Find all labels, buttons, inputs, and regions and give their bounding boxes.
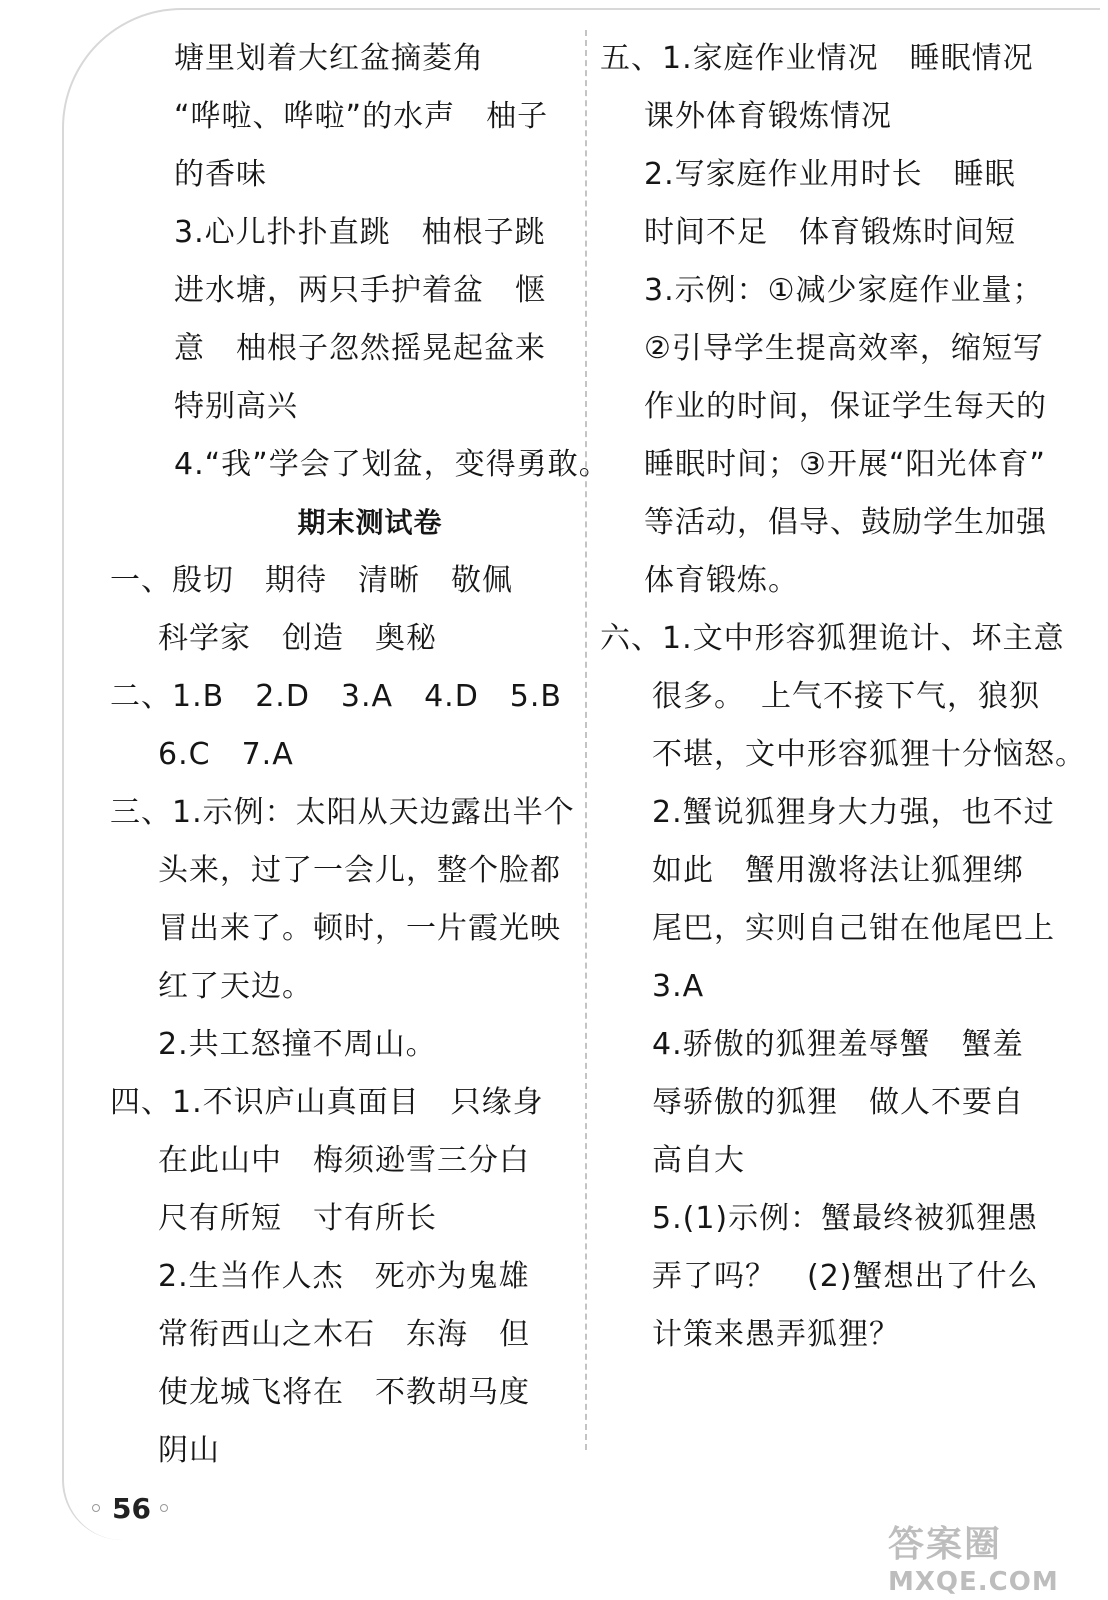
answer-line: 科学家 创造 奥秘: [158, 621, 437, 656]
answer-line: 2.共工怒撞不周山。: [158, 1027, 437, 1062]
answer-line: 时间不足 体育锻炼时间短: [644, 215, 1016, 250]
answer-line: 2.生当作人杰 死亦为鬼雄: [158, 1259, 530, 1294]
answer-line: 头来，过了一会儿，整个脸都: [158, 853, 561, 888]
answer-line: 计策来愚弄狐狸？: [652, 1317, 900, 1352]
decor-dot: [92, 1504, 100, 1512]
answer-line: ②引导学生提高效率，缩短写: [644, 331, 1044, 366]
left-column: [110, 30, 610, 1480]
answer-line: 红了天边。: [158, 969, 313, 1004]
answer-line: 二、1.B 2.D 3.A 4.D 5.B: [110, 679, 563, 714]
answer-line: 体育锻炼。: [644, 563, 799, 598]
answer-line: 尺有所短 寸有所长: [158, 1201, 437, 1236]
answer-line: 如此 蟹用激将法让狐狸绑: [652, 853, 1024, 888]
answer-line: 作业的时间，保证学生每天的: [644, 389, 1047, 424]
answer-line: 不堪，文中形容狐狸十分恼怒。: [652, 737, 1086, 772]
answer-line: 使龙城飞将在 不教胡马度: [158, 1375, 530, 1410]
answer-line: 三、1.示例：太阳从天边露出半个: [110, 795, 575, 830]
answer-line: 课外体育锻炼情况: [644, 99, 892, 134]
answer-line: 的香味: [174, 157, 267, 192]
answer-line: 6.C 7.A: [158, 737, 294, 772]
answer-line: 五、1.家庭作业情况 睡眠情况: [600, 41, 1034, 76]
answer-line: 3.A: [652, 969, 705, 1004]
answer-line: 2.写家庭作业用时长 睡眠: [644, 157, 1016, 192]
answer-line: 尾巴，实则自己钳在他尾巴上: [652, 911, 1055, 946]
answer-line: 4.“我”学会了划盆，变得勇敢。: [174, 447, 610, 482]
answer-line: 高自大: [652, 1143, 745, 1178]
answer-line: 等活动，倡导、鼓励学生加强: [644, 505, 1047, 540]
answer-line: 六、1.文中形容狐狸诡计、坏主意: [600, 621, 1065, 656]
answer-line: 冒出来了。顿时，一片霞光映: [158, 911, 561, 946]
column-divider: [585, 30, 587, 1450]
answer-line: 5.(1)示例：蟹最终被狐狸愚: [652, 1201, 1039, 1236]
page-number: 56: [112, 1492, 151, 1525]
answer-line: 意 柚根子忽然摇晃起盆来: [174, 331, 546, 366]
answer-line: 3.心儿扑扑直跳 柚根子跳: [174, 215, 546, 250]
watermark-url: MXQE.COM: [888, 1567, 1059, 1597]
answer-line: 睡眠时间；③开展“阳光体育”: [644, 447, 1046, 482]
answer-line: 进水塘，两只手护着盆 惬: [174, 273, 546, 308]
answer-line: 常衔西山之木石 东海 但: [158, 1317, 530, 1352]
answer-line: 2.蟹说狐狸身大力强，也不过: [652, 795, 1055, 830]
answer-line: 一、殷切 期待 清晰 敬佩: [110, 563, 513, 598]
right-column: [600, 30, 1086, 1364]
watermark-text: 答案圈: [888, 1524, 1003, 1565]
decor-dot: [160, 1504, 168, 1512]
answer-line: 在此山中 梅须逊雪三分白: [158, 1143, 530, 1178]
answer-line: 辱骄傲的狐狸 做人不要自: [652, 1085, 1024, 1120]
answer-line: 4.骄傲的狐狸羞辱蟹 蟹羞: [652, 1027, 1024, 1062]
answer-line: 很多。 上气不接下气，狼狈: [652, 679, 1040, 714]
watermark-logo: [888, 1516, 1088, 1596]
answer-line: 弄了吗？ (2)蟹想出了什么: [652, 1259, 1039, 1294]
answer-line: 四、1.不识庐山真面目 只缘身: [110, 1085, 544, 1120]
answer-line: 阴山: [158, 1433, 220, 1468]
answer-line: 3.示例：①减少家庭作业量；: [644, 273, 1044, 308]
answer-line: “哗啦、哗啦”的水声 柚子: [174, 99, 549, 134]
section-title: 期末测试卷: [297, 506, 443, 539]
answer-line: 特别高兴: [174, 389, 298, 424]
answer-line: 塘里划着大红盆摘菱角: [174, 41, 484, 76]
